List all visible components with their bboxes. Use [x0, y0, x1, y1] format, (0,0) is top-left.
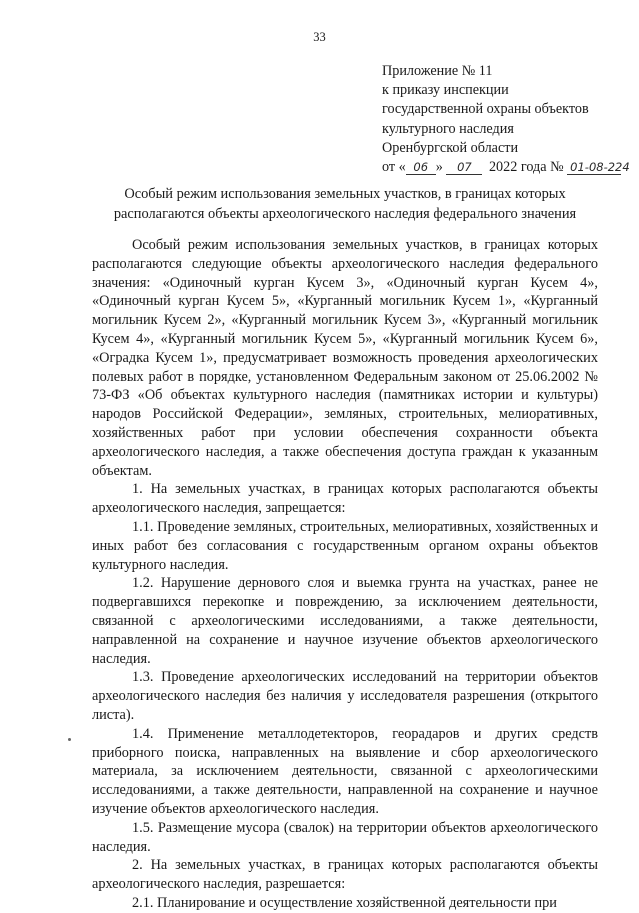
- appendix-block: [382, 62, 632, 177]
- page-number: 33: [313, 30, 326, 44]
- body-paragraph: 2. На земельных участках, в границах которых располагаются объекты археологического наследия, разрешается:: [92, 857, 598, 893]
- order-number-handwritten: 01-08-224: [567, 160, 621, 175]
- date-day-handwritten: 06: [406, 160, 436, 175]
- document-title: Особый режим использования земельных участков, в границах которых располагаются объекты археологического наследия федерального значения: [113, 186, 577, 222]
- body-paragraph: 2.1. Планирование и осуществление хозяйственной деятельности при: [132, 894, 557, 911]
- appendix-line: государственной охраны объектов: [382, 101, 589, 118]
- body-paragraph: 1.1. Проведение земляных, строительных, мелиоративных, хозяйственных и иных работ без согласования с государственным органом охраны объектов культурного наследия.: [92, 518, 598, 573]
- date-year: 2022 года №: [488, 159, 564, 176]
- body-paragraph: 1.5. Размещение мусора (свалок) на территории объектов археологического наследия.: [92, 819, 598, 855]
- body-paragraph: 1.2. Нарушение дернового слоя и выемка грунта на участках, ранее не подвергавшихся перекопке и повреждению, за исключением деятельности, связанной с археологическими исследованиями, а также деятельности, направленной на сохранение и научное изучение объектов археологического наследия.: [92, 575, 598, 667]
- body-paragraph: 1.3. Проведение археологических исследований на территории объектов археологического наследия без наличия у исследователя разрешения (открытого листа).: [92, 669, 598, 723]
- date-month-handwritten: 07: [446, 160, 482, 175]
- appendix-line: к приказу инспекции: [382, 82, 509, 99]
- appendix-line: культурного наследия: [382, 120, 514, 137]
- appendix-line: Оренбургской области: [382, 139, 519, 156]
- document-body: [92, 236, 598, 913]
- body-paragraph: Особый режим использования земельных участков, в границах которых располагаются следующие объекты археологического наследия федерального значения: «Одиночный курган Кусем 3», «Одиночный курган Кусем 4», «Одиночный курган Кусем 5», «Курганный могильник Кусем 1», «Курганный могильник Кусем 2», «Курганный могильник Кусем 3», «Курганный могильник Кусем 4», «Курганный могильник Кусем 5», «Курганный могильник Кусем 6», «Оградка Кусем 1», предусматривает возможность проведения археологических полевых работ в порядке, установленном Федеральным законом от 25.06.2002 № 73-ФЗ «Об объектах культурного наследия (памятниках истории и культуры) народов Российской Федерации», земляных, строительных, мелиоративных, хозяйственных работ при условии обеспечения сохранности объекта археологического наследия, а также обеспечения доступа граждан к указанным объектам.: [92, 237, 598, 479]
- scan-speck: [68, 738, 71, 741]
- appendix-line: Приложение № 11: [382, 63, 493, 79]
- body-paragraph: 1.4. Применение металлодетекторов, георадаров и других средств приборного поиска, направленных на выявление и сбор археологического материала, за исключением деятельности, связанной с археологическими исследованиями, а также деятельности, направленной на сохранение и научное изучение объектов археологического наследия.: [92, 725, 598, 817]
- date-mid: »: [435, 159, 443, 176]
- date-prefix: от «: [382, 159, 406, 176]
- appendix-date-line: [382, 158, 632, 177]
- body-paragraph: 1. На земельных участках, в границах которых располагаются объекты археологического наследия, запрещается:: [92, 481, 598, 517]
